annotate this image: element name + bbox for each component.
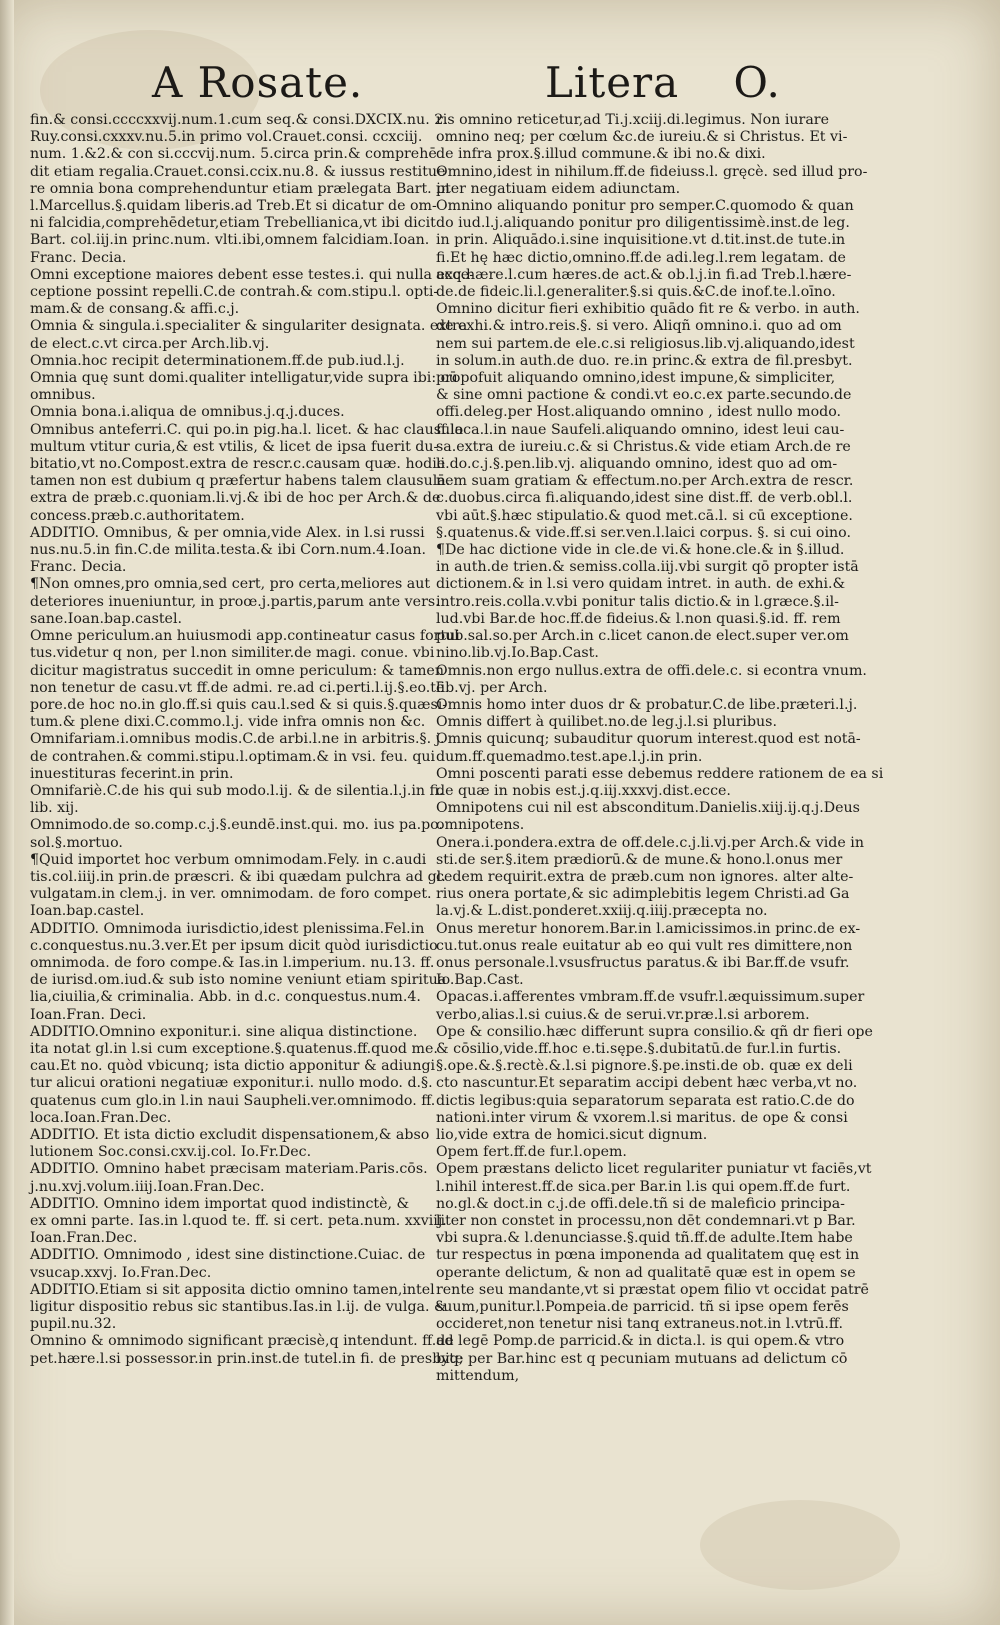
text-line: de exhi.& intro.reis.§. si vero. Aliqñ omnino.i. quo ad om bbox=[436, 318, 842, 335]
text-line: Omnino,idest in nihilum.ff.de fideiuss.l. gręcè. sed illud pro- bbox=[436, 163, 868, 180]
text-line: sane.Ioan.bap.castel. bbox=[30, 610, 182, 627]
text-line: multum vtitur curia,& est vtilis, & licet de ipsa fuerit du- bbox=[30, 438, 439, 455]
text-line: omnimoda. de foro compe.& Ias.in l.imperium. nu.13. ff. bbox=[30, 954, 435, 971]
text-line: j.nu.xvj.volum.iiij.Ioan.Fran.Dec. bbox=[30, 1178, 265, 1195]
text-line: l.Marcellus.§.quidam liberis.ad Treb.Et si dicatur de om- bbox=[30, 198, 437, 215]
text-line: nus.nu.5.in fin.C.de milita.testa.& ibi Corn.num.4.Ioan. bbox=[30, 542, 426, 559]
text-line: Onus meretur honorem.Bar.in l.amicissimos.in princ.de ex- bbox=[436, 920, 861, 937]
text-line: dictis legibus:quia separatorum separata est ratio.C.de do bbox=[436, 1092, 855, 1109]
text-line: ADDITIO. Omnino idem importat quod indistinctè, & bbox=[30, 1195, 410, 1212]
text-line: Ioan.Fran.Dec. bbox=[30, 1230, 138, 1247]
text-line: c.duobus.circa fi.aliquando,idest sine dist.ff. de verb.obl.l. bbox=[436, 490, 853, 507]
text-line: liter non constet in processu,non dēt condemnari.vt p Bar. bbox=[436, 1213, 856, 1229]
text-line: concess.præb.c.authoritatem. bbox=[30, 507, 245, 524]
text-line: vulgatam.in clem.j. in ver. omnimodam. de foro compet. bbox=[30, 886, 432, 903]
text-line: dicitur magistratus succedit in omne periculum: & tamen bbox=[30, 662, 444, 679]
text-line: Omni poscenti parati esse debemus reddere rationem de ea si bbox=[436, 765, 884, 782]
text-line: §.quatenus.& vide.ff.si ser.ven.l.laici corpus. §. si cui oino. bbox=[436, 524, 851, 541]
text-line: pet.hære.l.si possessor.in prin.inst.de tutel.in fi. de presbyte bbox=[30, 1350, 464, 1367]
text-line: li.do.c.j.§.pen.lib.vj. aliquando omnino, idest quo ad om- bbox=[436, 456, 838, 473]
text-line: Omni exceptione maiores debent esse testes.i. qui nulla exce- bbox=[30, 266, 474, 283]
text-line: rius onera portate,& sic adimplebitis legem Christi.ad Ga bbox=[436, 886, 850, 903]
text-line: ligitur dispositio rebus sic stantibus.Ias.in l.ij. de vulga. & bbox=[30, 1299, 447, 1316]
text-line: loca.Ioan.Fran.Dec. bbox=[30, 1109, 172, 1126]
text-line: ¶De hac dictione vide in cle.de vi.& hone.cle.& in §.illud. bbox=[436, 542, 845, 559]
text-line: sa.extra de iureiu.c.& si Christus.& vide etiam Arch.de re bbox=[436, 438, 851, 455]
text-line: deteriores inueniuntur, in proœ.j.partis,parum ante vers. bbox=[30, 593, 440, 610]
text-line: Omnia quę sunt domi.qualiter intelligatur,vide supra ibi: cū bbox=[30, 370, 458, 387]
text-line: de infra prox.§.illud commune.& ibi no.& dixi. bbox=[436, 146, 766, 163]
text-line: Franc. Decia. bbox=[30, 559, 127, 576]
text-line: acq.hære.l.cum hæres.de act.& ob.l.j.in fi.ad Treb.l.hære- bbox=[436, 266, 852, 283]
text-line: quatenus cum glo.in l.in naui Saupheli.ver.omnimodo. ff. bbox=[30, 1092, 436, 1109]
text-line: ADDITIO. Omnino habet præcisam materiam.Paris.cōs. bbox=[30, 1161, 428, 1178]
text-line: lib. xij. bbox=[30, 800, 79, 817]
text-line: fin.& consi.ccccxxvij.num.1.cum seq.& consi.DXCIX.nu. 2. bbox=[30, 112, 448, 128]
text-line: vbi aūt.§.hæc stipulatio.& quod met.cā.l. si cū exceptione. bbox=[436, 507, 853, 524]
text-line: ADDITIO.Omnino exponitur.i. sine aliqua distinctione. bbox=[30, 1023, 418, 1040]
text-line: Omnibus anteferri.C. qui po.in pig.ha.l. licet. & hac clausula bbox=[30, 421, 464, 438]
text-line: Franc. Decia. bbox=[30, 249, 127, 266]
text-line: Omnino dicitur fieri exhibitio quādo fit re & verbo. in auth. bbox=[436, 301, 860, 318]
text-line: ADDITIO. Omnimodo , idest sine distinctione.Cuiac. de bbox=[30, 1247, 426, 1264]
text-line: Omnis homo inter duos dr & probatur.C.de libe.præteri.l.j. bbox=[436, 696, 858, 713]
text-line: in solum.in auth.de duo. re.in princ.& extra de fil.presbyt. bbox=[436, 352, 853, 369]
text-line: §.ope.&.§.rectè.&.l.si pignore.§.pe.insti.de ob. quæ ex deli bbox=[436, 1058, 853, 1075]
text-line: Omnia.hoc recipit determinationem.ff.de pub.iud.l.j. bbox=[30, 352, 405, 369]
text-line: Omnipotens cui nil est absconditum.Danielis.xiij.ij.q.j.Deus bbox=[436, 800, 860, 817]
text-line: pupil.nu.32. bbox=[30, 1316, 117, 1333]
text-line: lib.vj. per Arch. bbox=[436, 679, 548, 696]
text-line: vbi supra.& l.denunciasse.§.quid tñ.ff.de adulte.Item habe bbox=[436, 1230, 853, 1247]
text-line: & sine omni pactione & condi.vt eo.c.ex parte.secundo.de bbox=[436, 387, 852, 404]
text-line: de iurisd.om.iud.& sub isto nomine veniunt etiam spiritua bbox=[30, 972, 447, 989]
text-line: occideret,non tenetur nisi tanq extraneus.not.in l.vtrū.ff. bbox=[436, 1316, 843, 1333]
text-line: de contrahen.& commi.stipu.l.optimam.& in vsi. feu. qui bbox=[30, 748, 436, 765]
text-line: Omnino & omnimodo significant præcisè,q intendunt. ff.de bbox=[30, 1333, 454, 1350]
text-line: re omnia bona comprehenduntur etiam prælegata Bart. in bbox=[30, 180, 450, 197]
text-line: in auth.de trien.& semiss.colla.iij.vbi surgit qō propter istā bbox=[436, 559, 859, 576]
text-line: Ioan.Fran. Deci. bbox=[30, 1006, 147, 1023]
text-line: ¶Quid importet hoc verbum omnimodam.Fely. in c.audi bbox=[30, 851, 427, 868]
text-line: pub.sal.so.per Arch.in c.licet canon.de elect.super ver.om bbox=[436, 628, 849, 645]
text-line: Omnimodo.de so.comp.c.j.§.eundē.inst.qui. mo. ius pa.po. bbox=[30, 817, 443, 834]
text-line: pore.de hoc no.in glo.ff.si quis cau.l.sed & si quis.§.quæsi- bbox=[30, 696, 448, 713]
text-line: ris omnino reticetur,ad Ti.j.xciij.di.legimus. Non iurare bbox=[436, 112, 829, 128]
text-line: ita notat gl.in l.si cum exceptione.§.quatenus.ff.quod me. bbox=[30, 1040, 438, 1057]
text-line: bitatio,vt no.Compost.extra de rescr.c.causam quæ. hodie bbox=[30, 456, 446, 473]
text-line: fi.Et hę hæc dictio,omnino.ff.de adi.leg.l.rem legatam. de bbox=[436, 249, 846, 266]
running-header-right: Litera O. bbox=[545, 58, 781, 107]
text-line: dit etiam regalia.Crauet.consi.ccix.nu.8. & iussus restitue bbox=[30, 163, 446, 180]
text-line: biq; per Bar.hinc est q pecuniam mutuans ad delictum cō bbox=[436, 1350, 848, 1367]
text-line: nem sui partem.de ele.c.si religiosus.lib.vj.aliquando,idest bbox=[436, 335, 855, 352]
text-line: ni falcidia,comprehēdetur,etiam Trebellianica,vt ibi dicit bbox=[30, 215, 436, 232]
text-line: Onera.i.pondera.extra de off.dele.c.j.li.vj.per Arch.& vide in bbox=[436, 834, 864, 851]
page-gutter-shadow bbox=[0, 0, 14, 1625]
text-line: Omnifariè.C.de his qui sub modo.l.ij. & de silentia.l.j.in fi. bbox=[30, 782, 444, 799]
text-line: la.vj.& L.dist.ponderet.xxiij.q.iiij.præcepta no. bbox=[436, 903, 768, 920]
text-line: propofuit aliquando omnino,idest impune,& simpliciter, bbox=[436, 370, 836, 387]
text-line: ff.loca.l.in naue Saufeli.aliquando omnino, idest leui cau- bbox=[436, 421, 845, 438]
text-line: lud.vbi Bar.de hoc.ff.de fideius.& l.non quasi.§.id. ff. rem bbox=[436, 610, 841, 627]
text-line: Omnino aliquando ponitur pro semper.C.quomodo & quan bbox=[436, 198, 854, 215]
text-line: & cōsilio,vide.ff.hoc e.ti.sępe.§.dubitatū.de fur.l.in furtis. bbox=[436, 1040, 842, 1057]
text-line: Omnia & singula.i.specialiter & singulariter designata. extra bbox=[30, 318, 468, 335]
text-line: Ioan.bap.castel. bbox=[30, 903, 145, 920]
text-line: ADDITIO. Omnibus, & per omnia,vide Alex. in l.si russi bbox=[30, 524, 425, 541]
text-line: tus.videtur q non, per l.non similiter.de magi. conue. vbi bbox=[30, 645, 435, 662]
text-line: sol.§.mortuo. bbox=[30, 834, 123, 851]
text-line: mam.& de consang.& affi.c.j. bbox=[30, 301, 240, 318]
text-line: nem suam gratiam & effectum.no.per Arch.extra de rescr. bbox=[436, 473, 854, 490]
running-header-left: A Rosate. bbox=[152, 58, 364, 107]
text-line: tur respectus in pœna imponenda ad qualitatem quę est in bbox=[436, 1247, 860, 1264]
text-line: tamen non est dubium q præfertur habens talem clausulā. bbox=[30, 473, 451, 490]
text-line: Opacas.i.afferentes vmbram.ff.de vsufr.l.æquissimum.super bbox=[436, 989, 865, 1006]
text-line: Omnis differt à quilibet.no.de leg.j.l.si pluribus. bbox=[436, 714, 777, 731]
text-line: de quæ in nobis est.j.q.iij.xxxvj.dist.ecce. bbox=[436, 782, 731, 799]
text-line: omnino neq; per cœlum &c.de iureiu.& si Christus. Et vi- bbox=[436, 129, 848, 146]
text-line: no.gl.& doct.in c.j.de offi.dele.tñ si de maleficio principa- bbox=[436, 1195, 845, 1212]
text-line: tis.col.iiij.in prin.de præscri. & ibi quædam pulchra ad gl. bbox=[30, 868, 446, 885]
text-line: Omnis quicunq; subauditur quorum interest.quod est notā- bbox=[436, 731, 861, 748]
text-line: tur alicui orationi negatiuæ exponitur.i. nullo modo. d.§. bbox=[30, 1075, 433, 1092]
text-line: nino.lib.vj.Io.Bap.Cast. bbox=[436, 645, 599, 662]
text-line: ADDITIO. Et ista dictio excludit dispensationem,& abso bbox=[30, 1126, 430, 1143]
text-line: l.nihil interest.ff.de sica.per Bar.in l.is qui opem.ff.de furt. bbox=[436, 1178, 851, 1195]
text-line: intro.reis.colla.v.vbi ponitur talis dictio.& in l.græce.§.il- bbox=[436, 593, 839, 610]
text-line: cto nascuntur.Et separatim accipi debent hæc verba,vt no. bbox=[436, 1075, 858, 1092]
text-line: ¶Non omnes,pro omnia,sed cert, pro certa,meliores aut bbox=[30, 576, 431, 593]
text-line: offi.deleg.per Host.aliquando omnino , idest nullo modo. bbox=[436, 404, 841, 421]
text-line: num. 1.&2.& con si.cccvij.num. 5.circa prin.& comprehē bbox=[30, 146, 437, 163]
text-line: de.de fideic.li.l.generaliter.§.si quis.&C.de inof.te.l.oīno. bbox=[436, 284, 836, 301]
text-line: c.conquestus.nu.3.ver.Et per ipsum dicit quòd iurisdictio bbox=[30, 937, 438, 954]
text-line: Omnifariam.i.omnibus modis.C.de arbi.l.ne in arbitris.§. j. bbox=[30, 731, 445, 748]
text-line: lutionem Soc.consi.cxv.ij.col. Io.Fr.Dec. bbox=[30, 1144, 312, 1161]
text-line: lia,ciuilia,& criminalia. Abb. in d.c. conquestus.num.4. bbox=[30, 989, 421, 1006]
text-line: Opem præstans delicto licet regulariter puniatur vt faciēs,vt bbox=[436, 1161, 872, 1178]
text-line: ADDITIO.Etiam si sit apposita dictio omnino tamen,intel bbox=[30, 1281, 435, 1298]
text-line: lio,vide extra de homici.sicut dignum. bbox=[436, 1126, 708, 1143]
text-line: Opem fert.ff.de fur.l.opem. bbox=[436, 1144, 627, 1161]
text-line: pter negatiuam eidem adiunctam. bbox=[436, 180, 681, 197]
text-line: Ruy.consi.cxxxv.nu.5.in primo vol.Crauet.consi. ccxciij. bbox=[30, 129, 423, 146]
left-text-column bbox=[30, 112, 474, 1368]
text-line: cedem requirit.extra de præb.cum non ignores. alter alte- bbox=[436, 868, 854, 885]
text-line: cu.tut.onus reale euitatur ab eo qui vult res dimittere,non bbox=[436, 937, 853, 954]
text-line: nationi.inter virum & vxorem.l.si maritus. de ope & consi bbox=[436, 1109, 848, 1126]
paper-stain bbox=[700, 1500, 900, 1590]
text-line: rente seu mandante,vt si præstat opem filio vt occidat patrē bbox=[436, 1281, 869, 1298]
text-line: verbo,alias.l.si cuius.& de serui.vr.præ.l.si arborem. bbox=[436, 1006, 810, 1023]
text-line: do iud.l.j.aliquando ponitur pro diligentissimè.inst.de leg. bbox=[436, 215, 850, 232]
text-line: dictionem.& in l.si vero quidam intret. in auth. de exhi.& bbox=[436, 576, 846, 593]
text-line: ceptione possint repelli.C.de contrah.& com.stipu.l. opti- bbox=[30, 284, 439, 301]
text-line: Omnia bona.i.aliqua de omnibus.j.q.j.duces. bbox=[30, 404, 345, 421]
text-line: suum,punitur.l.Pompeia.de parricid. tñ si ipse opem ferēs bbox=[436, 1299, 849, 1316]
text-line: cau.Et no. quòd vbicunq; ista dictio apponitur & adiungi bbox=[30, 1058, 436, 1075]
text-line: tum.& plene dixi.C.commo.l.j. vide infra omnis non &c. bbox=[30, 714, 426, 731]
text-line: Omnis.non ergo nullus.extra de offi.dele.c. si econtra vnum. bbox=[436, 662, 867, 679]
text-line: ADDITIO. Omnimoda iurisdictio,idest plenissima.Fel.in bbox=[30, 920, 425, 937]
text-line: de elect.c.vt circa.per Arch.lib.vj. bbox=[30, 335, 270, 352]
text-line: ad legē Pomp.de parricid.& in dicta.l. is qui opem.& vtro bbox=[436, 1333, 845, 1350]
text-line: Ope & consilio.hæc differunt supra consilio.& qñ dr fieri ope bbox=[436, 1023, 873, 1040]
text-line: ex omni parte. Ias.in l.quod te. ff. si cert. peta.num. xxviij. bbox=[30, 1213, 447, 1229]
right-text-column bbox=[436, 112, 884, 1385]
text-line: dum.ff.quemadmo.test.ape.l.j.in prin. bbox=[436, 748, 703, 765]
text-line: onus personale.l.vsusfructus paratus.& ibi Bar.ff.de vsufr. bbox=[436, 954, 850, 971]
text-line: extra de præb.c.quoniam.li.vj.& ibi de hoc per Arch.& de bbox=[30, 490, 441, 507]
text-line: operante delictum, & non ad qualitatē quæ est in opem se bbox=[436, 1264, 856, 1281]
text-line: Omne periculum.an huiusmodi app.contineatur casus fortui bbox=[30, 628, 460, 645]
text-line: mittendum, bbox=[436, 1367, 520, 1384]
text-line: Bart. col.iij.in princ.num. vlti.ibi,omnem falcidiam.Ioan. bbox=[30, 232, 430, 249]
text-line: sti.de ser.§.item prædiorū.& de mune.& hono.l.onus mer bbox=[436, 851, 843, 868]
text-line: inuestituras fecerint.in prin. bbox=[30, 765, 234, 782]
text-line: omnipotens. bbox=[436, 817, 525, 834]
text-line: omnibus. bbox=[30, 387, 96, 404]
text-line: non tenetur de casu.vt ff.de admi. re.ad ci.perti.l.ij.§.eo.tē bbox=[30, 679, 445, 696]
text-line: vsucap.xxvj. Io.Fran.Dec. bbox=[30, 1264, 212, 1281]
text-line: Io.Bap.Cast. bbox=[436, 972, 524, 989]
text-line: in prin. Aliquādo.i.sine inquisitione.vt d.tit.inst.de tute.in bbox=[436, 232, 846, 249]
